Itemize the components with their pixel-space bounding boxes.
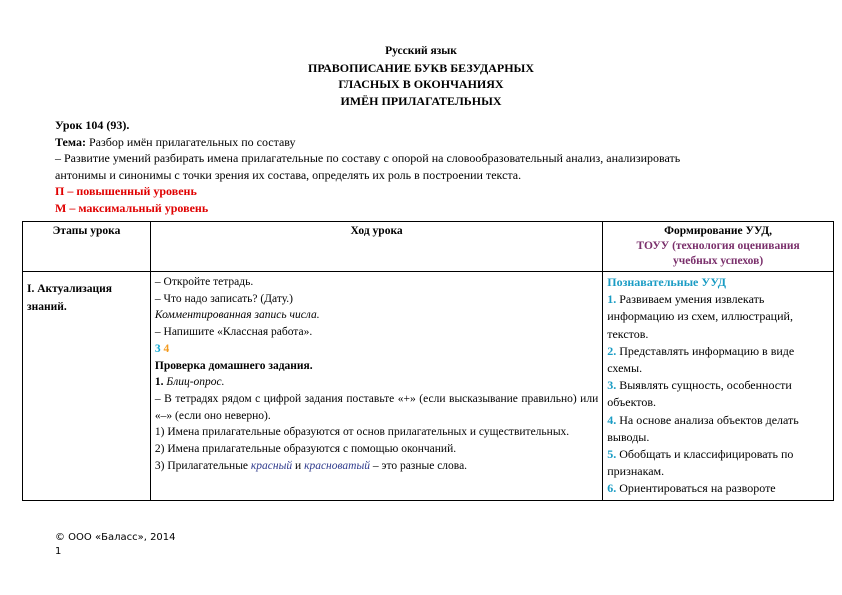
topic-label: Тема: <box>55 134 86 149</box>
uud-item <box>607 343 829 377</box>
course-line: – Напишите «Классная работа». <box>154 326 313 339</box>
uud-item-text: Представлять информацию в виде схемы. <box>607 343 795 376</box>
uud-item-text: Развиваем умения извлекать информацию из схем, иллюстраций, текстов. <box>607 292 793 341</box>
course-line <box>155 458 598 475</box>
homework-check-heading: Проверка домашнего задания. <box>154 359 313 372</box>
uud-item-number: 1. <box>607 292 617 307</box>
course-line: – В тетрадях рядом с цифрой задания поставьте «+» (если высказывание правильно) или «–» (если оно неверно). <box>154 392 599 422</box>
goal-line-1: – Развитие умений разбирать имена прилагательные по составу с опорой на словообразовательный анализ, анализировать <box>55 151 681 165</box>
uud-item-text: На основе анализа объектов делать выводы. <box>607 412 799 444</box>
table-row <box>23 272 834 501</box>
lesson-number: Урок 104 (93). <box>55 118 130 132</box>
level-number-4: 4 <box>163 342 170 355</box>
goal-line-2: антонимы и синонимы с точки зрения их состава, определять их роль в построении текста. <box>55 167 522 182</box>
word-example: красный <box>250 459 293 472</box>
course-line: – Что надо записать? (Дату.) <box>154 292 294 305</box>
page-number: 1 <box>55 546 62 557</box>
course-line: 1) Имена прилагательные образуются от основ прилагательных и существительных. <box>154 426 570 439</box>
uud-item-text: Обобщать и классифицировать по признакам. <box>607 447 794 479</box>
uud-item <box>607 480 829 497</box>
topic-text: Разбор имён прилагательных по составу <box>85 134 296 149</box>
uud-item-number: 6. <box>607 481 617 496</box>
course-line: 2) Имена прилагательные образуются с помощью окончаний. <box>154 443 457 456</box>
uud-item-text: Выявлять сущность, особенности объектов. <box>607 378 792 410</box>
level-m-label: М – максимальный уровень <box>55 200 209 215</box>
uud-item-number: 2. <box>607 343 617 358</box>
course-line: Комментированная запись числа. <box>154 309 320 322</box>
header-uud <box>603 222 834 272</box>
lesson-title-line-2: ГЛАСНЫХ В ОКОНЧАНИЯХ <box>338 77 504 91</box>
level-p-label: П – повышенный уровень <box>55 184 197 198</box>
uud-title: Познавательные УУД <box>607 275 727 289</box>
uud-item <box>607 412 829 446</box>
statement-text: 3) Прилагательные <box>154 459 251 472</box>
statement-text: – это разные слова. <box>370 459 468 472</box>
page-footer <box>55 531 176 559</box>
stage-cell: I. Актуализация знаний. <box>23 272 151 501</box>
subject-title: Русский язык <box>385 45 457 57</box>
lesson-intro <box>55 117 790 216</box>
task-number: 1. <box>154 376 164 389</box>
level-number-3: 3 <box>154 342 161 355</box>
header-course: Ход урока <box>150 222 602 272</box>
copyright-text: © ООО «Баласс», 2014 <box>55 532 176 543</box>
uud-item-number: 3. <box>607 378 617 393</box>
lesson-title-line-3: ИМЁН ПРИЛАГАТЕЛЬНЫХ <box>340 93 502 108</box>
task-title: Блиц-опрос. <box>163 376 225 389</box>
header-uud-sub-1: ТОУУ (технология оценивания <box>636 240 800 252</box>
header-stages: Этапы урока <box>23 222 151 272</box>
uud-item-number: 5. <box>607 447 617 462</box>
level-numbers <box>155 341 598 358</box>
uud-item <box>607 291 829 343</box>
uud-item <box>607 377 829 411</box>
document-header <box>0 43 842 109</box>
statement-text: и <box>292 459 305 472</box>
lesson-topic <box>55 134 790 151</box>
uud-item <box>607 446 829 480</box>
course-line: – Откройте тетрадь. <box>154 276 254 288</box>
header-uud-title: Формирование УУД, <box>664 225 773 237</box>
header-uud-sub-2: учебных успехов) <box>673 255 764 267</box>
course-cell <box>150 272 602 501</box>
table-header-row <box>23 222 834 272</box>
word-example: красноватый <box>304 459 371 472</box>
uud-cell <box>603 272 834 501</box>
lesson-plan-table <box>22 221 834 501</box>
uud-item-number: 4. <box>607 412 617 427</box>
lesson-title-line-1: ПРАВОПИСАНИЕ БУКВ БЕЗУДАРНЫХ <box>308 60 534 75</box>
course-line <box>155 374 598 391</box>
uud-item-text: Ориентироваться на развороте <box>616 481 776 496</box>
